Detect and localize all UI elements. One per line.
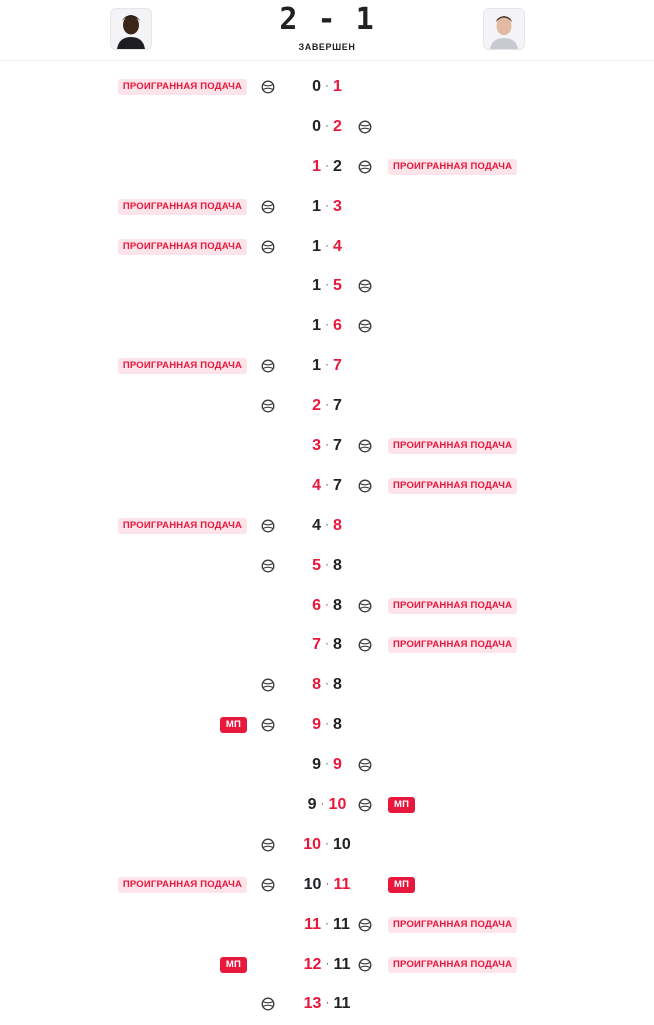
away-games: 7 (333, 357, 342, 375)
game-row (0, 267, 654, 307)
lost-serve-badge: ПРОИГРАННАЯ ПОДАЧА (118, 358, 247, 374)
home-games: 9 (312, 756, 321, 774)
home-games: 1 (312, 237, 321, 255)
game-row (0, 467, 654, 507)
away-player-avatar[interactable] (483, 8, 525, 50)
match-point-badge: МП (220, 717, 247, 733)
game-score: 9 · 8 (312, 716, 342, 734)
home-games: 1 (312, 317, 321, 335)
game-row (0, 307, 654, 347)
lost-serve-badge: ПРОИГРАННАЯ ПОДАЧА (388, 478, 517, 494)
game-row (0, 826, 654, 866)
tennis-ball-serve-icon (261, 997, 275, 1011)
away-games: 7 (333, 437, 342, 455)
lost-serve-badge: ПРОИГРАННАЯ ПОДАЧА (118, 239, 247, 255)
tennis-ball-serve-icon (261, 718, 275, 732)
tennis-ball-serve-icon (261, 678, 275, 692)
match-point-badge: МП (388, 877, 415, 893)
away-games: 9 (333, 756, 342, 774)
home-games: 9 (307, 796, 317, 814)
tennis-ball-serve-icon (358, 638, 372, 652)
game-score: 4 · 7 (312, 476, 342, 494)
away-games: 8 (333, 716, 342, 734)
lost-serve-badge: ПРОИГРАННАЯ ПОДАЧА (118, 199, 247, 215)
lost-serve-badge: ПРОИГРАННАЯ ПОДАЧА (388, 957, 517, 973)
game-score: 4 · 8 (312, 516, 342, 534)
away-games: 8 (333, 636, 342, 654)
away-games: 11 (333, 955, 351, 973)
tennis-ball-serve-icon (358, 319, 372, 333)
game-score: 6 · 8 (312, 596, 342, 614)
away-games: 11 (333, 915, 350, 933)
away-games: 4 (333, 237, 342, 255)
away-games: 8 (333, 516, 342, 534)
game-score: 10 · 10 (303, 835, 351, 853)
tennis-ball-serve-icon (358, 439, 372, 453)
home-games: 11 (304, 915, 321, 933)
tennis-ball-serve-icon (358, 958, 372, 972)
tennis-ball-serve-icon (358, 160, 372, 174)
game-row (0, 68, 654, 108)
tennis-ball-serve-icon (358, 279, 372, 293)
lost-serve-badge: ПРОИГРАННАЯ ПОДАЧА (118, 518, 247, 534)
tennis-ball-serve-icon (358, 599, 372, 613)
away-games: 11 (333, 875, 351, 893)
tennis-ball-serve-icon (358, 120, 372, 134)
game-score: 3 · 7 (312, 437, 342, 455)
away-games: 3 (333, 197, 342, 215)
game-row (0, 786, 654, 826)
game-score: 1 · 4 (312, 237, 342, 255)
match-status: ЗАВЕРШЕН (298, 42, 356, 52)
game-score: 0 · 2 (312, 117, 342, 135)
game-score: 11 · 11 (304, 915, 350, 933)
game-row (0, 985, 654, 1025)
game-score: 12 · 11 (303, 955, 351, 973)
game-score: 1 · 7 (312, 357, 342, 375)
away-games: 10 (328, 796, 347, 814)
game-row (0, 906, 654, 946)
game-score: 1 · 6 (312, 317, 342, 335)
game-score: 9 · 10 (307, 796, 347, 814)
home-games: 1 (312, 157, 321, 175)
match-header (0, 0, 654, 61)
game-row (0, 507, 654, 547)
home-games: 0 (312, 117, 321, 135)
tennis-ball-serve-icon (261, 838, 275, 852)
game-score: 13 · 11 (303, 995, 351, 1013)
home-games: 8 (312, 676, 321, 694)
away-games: 11 (333, 995, 351, 1013)
game-score: 1 · 2 (312, 157, 342, 175)
game-score: 0 · 1 (312, 78, 342, 95)
lost-serve-badge: ПРОИГРАННАЯ ПОДАЧА (388, 637, 517, 653)
tennis-ball-serve-icon (261, 240, 275, 254)
game-row (0, 547, 654, 587)
away-games: 2 (333, 157, 342, 175)
game-row (0, 347, 654, 387)
game-row (0, 866, 654, 906)
game-row (0, 108, 654, 148)
home-games: 7 (312, 636, 321, 654)
game-row (0, 427, 654, 467)
tennis-ball-serve-icon (261, 519, 275, 533)
away-games: 6 (333, 317, 342, 335)
tennis-ball-serve-icon (261, 399, 275, 413)
home-games: 12 (303, 955, 322, 973)
game-score: 9 · 9 (312, 756, 342, 774)
game-score: 2 · 7 (312, 397, 342, 415)
away-games: 1 (333, 78, 342, 95)
match-point-badge: МП (388, 797, 415, 813)
home-games: 1 (312, 357, 321, 375)
tennis-ball-serve-icon (261, 80, 275, 94)
game-row (0, 228, 654, 268)
game-score: 8 · 8 (312, 676, 342, 694)
game-row (0, 706, 654, 746)
away-games: 10 (333, 835, 351, 853)
game-row (0, 148, 654, 188)
game-score: 1 · 5 (312, 277, 342, 295)
away-games: 8 (333, 556, 342, 574)
lost-serve-badge: ПРОИГРАННАЯ ПОДАЧА (388, 917, 517, 933)
game-row (0, 946, 654, 986)
lost-serve-badge: ПРОИГРАННАЯ ПОДАЧА (388, 598, 517, 614)
tennis-ball-serve-icon (261, 559, 275, 573)
tennis-ball-serve-icon (261, 878, 275, 892)
game-row (0, 188, 654, 228)
player-photo-icon (484, 9, 524, 49)
game-row (0, 746, 654, 786)
game-row (0, 666, 654, 706)
home-games: 4 (312, 516, 321, 534)
game-row (0, 387, 654, 427)
home-games: 13 (303, 995, 322, 1013)
lost-serve-badge: ПРОИГРАННАЯ ПОДАЧА (388, 438, 517, 454)
home-games: 5 (312, 556, 321, 574)
home-games: 1 (312, 197, 321, 215)
away-games: 7 (333, 397, 342, 415)
away-games: 2 (333, 117, 342, 135)
point-by-point-list (0, 68, 654, 1025)
lost-serve-badge: ПРОИГРАННАЯ ПОДАЧА (388, 159, 517, 175)
home-games: 10 (303, 835, 321, 853)
away-games: 8 (333, 596, 342, 614)
game-score: 1 · 3 (312, 197, 342, 215)
home-games: 0 (312, 78, 321, 95)
home-games: 2 (312, 397, 321, 415)
tennis-ball-serve-icon (358, 479, 372, 493)
tennis-ball-serve-icon (261, 359, 275, 373)
game-score: 5 · 8 (312, 556, 342, 574)
game-row (0, 587, 654, 627)
match-point-badge: МП (220, 957, 247, 973)
home-games: 6 (312, 596, 321, 614)
away-games: 8 (333, 676, 342, 694)
lost-serve-badge: ПРОИГРАННАЯ ПОДАЧА (118, 877, 247, 893)
game-row (0, 626, 654, 666)
home-games: 9 (312, 716, 321, 734)
game-score: 10 · 11 (303, 875, 351, 893)
lost-serve-badge: ПРОИГРАННАЯ ПОДАЧА (118, 79, 247, 95)
home-games: 3 (312, 437, 321, 455)
home-games: 4 (312, 476, 321, 494)
away-games: 5 (333, 277, 342, 295)
match-score: 2 - 1 (279, 2, 375, 37)
home-games: 10 (303, 875, 322, 893)
away-games: 7 (333, 476, 342, 494)
home-games: 1 (312, 277, 321, 295)
tennis-ball-serve-icon (358, 918, 372, 932)
tennis-ball-serve-icon (358, 758, 372, 772)
tennis-ball-serve-icon (358, 798, 372, 812)
tennis-ball-serve-icon (261, 200, 275, 214)
game-score: 7 · 8 (312, 636, 342, 654)
